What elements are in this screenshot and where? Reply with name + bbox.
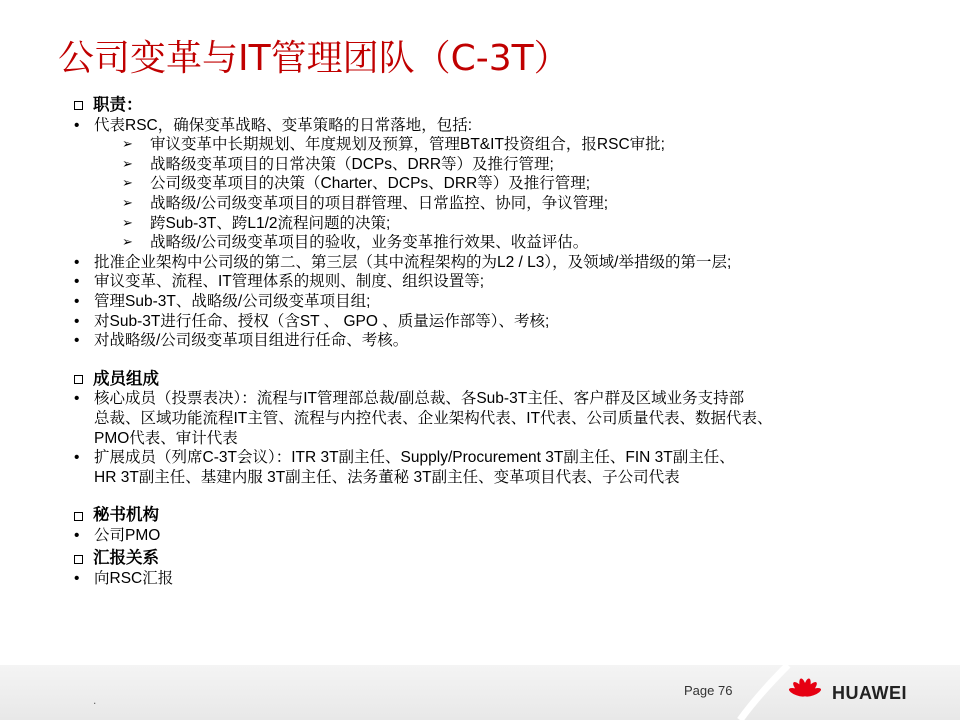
duties-heading: 职责： (93, 96, 143, 114)
reporting-heading: 汇报关系 (93, 549, 159, 568)
core-members-line: • 核心成员（投票表决）：流程与IT管理部总裁/副总裁、各Sub-3T主任、客户群及区域业务支持部 (94, 390, 745, 408)
duty-subitem: ➢ 战略级/公司级变革项目的项目群管理、日常监控、协同，争议管理; (72, 194, 932, 214)
section-heading-secretariat (72, 506, 932, 526)
duty-item: • 管理Sub-3T、战略级/公司级变革项目组; (72, 292, 932, 312)
square-bullet-icon (74, 512, 83, 521)
huawei-petal-logo-icon (787, 677, 823, 713)
duty-item: • 对Sub-3T进行任命、授权（含ST 、 GPO 、质量运作部等）、考核; (72, 312, 932, 332)
reporting-item: • 向RSC汇报 (72, 569, 932, 589)
duty-item: • 对战略级/公司级变革项目组进行任命、考核。 (72, 331, 932, 351)
duties-intro: • 代表RSC，确保变革战略、变革策略的日常落地，包括: (72, 116, 932, 136)
extended-members-item (72, 448, 932, 487)
page-title: 公司变革与IT管理团队（C-3T） (58, 38, 570, 79)
secretariat-heading: 秘书机构 (93, 506, 159, 525)
square-bullet-icon (74, 101, 83, 110)
extended-members-line: HR 3T副主任、基建内服 3T副主任、法务董秘 3T副主任、变革项目代表、子公司代表 (94, 468, 680, 486)
duty-subitem: ➢ 跨Sub-3T、跨L1/2流程问题的决策; (72, 214, 932, 234)
square-bullet-icon (74, 375, 83, 384)
footer-dot: . (93, 693, 97, 707)
slide-content (72, 94, 932, 589)
secretariat-item: • 公司PMO (72, 526, 932, 546)
page-number: Page 76 (684, 683, 733, 698)
huawei-brand-text: HUAWEI (832, 683, 907, 703)
footer-bar (0, 665, 960, 720)
duty-subitem: ➢ 公司级变革项目的决策（Charter、DCPs、DRR等）及推行管理; (72, 174, 932, 194)
duty-subitem: ➢ 战略级变革项目的日常决策（DCPs、DRR等）及推行管理; (72, 155, 932, 175)
section-heading-members (72, 370, 932, 390)
square-bullet-icon (74, 555, 83, 564)
duty-item: • 批准企业架构中公司级的第二、第三层（其中流程架构的为L2 / L3），及领域/举措级的第一层; (72, 253, 932, 273)
core-members-item (72, 389, 932, 448)
members-heading: 成员组成 (93, 369, 159, 388)
section-heading-duties (72, 96, 932, 116)
duty-subitem: ➢ 审议变革中长期规划、年度规划及预算，管理BT&IT投资组合，报RSC审批; (72, 135, 932, 155)
duty-item: • 审议变革、流程、IT管理体系的规则、制度、组织设置等; (72, 272, 932, 292)
core-members-line: 总裁、区域功能流程IT主管、流程与内控代表、企业架构代表、IT代表、公司质量代表、数据代表、 (94, 409, 773, 427)
extended-members-line: • 扩展成员（列席C-3T会议）：ITR 3T副主任、Supply/Procurement 3T副主任、FIN 3T副主任、 (94, 449, 735, 467)
section-heading-reporting (72, 549, 932, 569)
duty-subitem: ➢ 战略级/公司级变革项目的验收，业务变革推行效果、收益评估。 (72, 233, 932, 253)
core-members-line: PMO代表、审计代表 (94, 429, 238, 447)
